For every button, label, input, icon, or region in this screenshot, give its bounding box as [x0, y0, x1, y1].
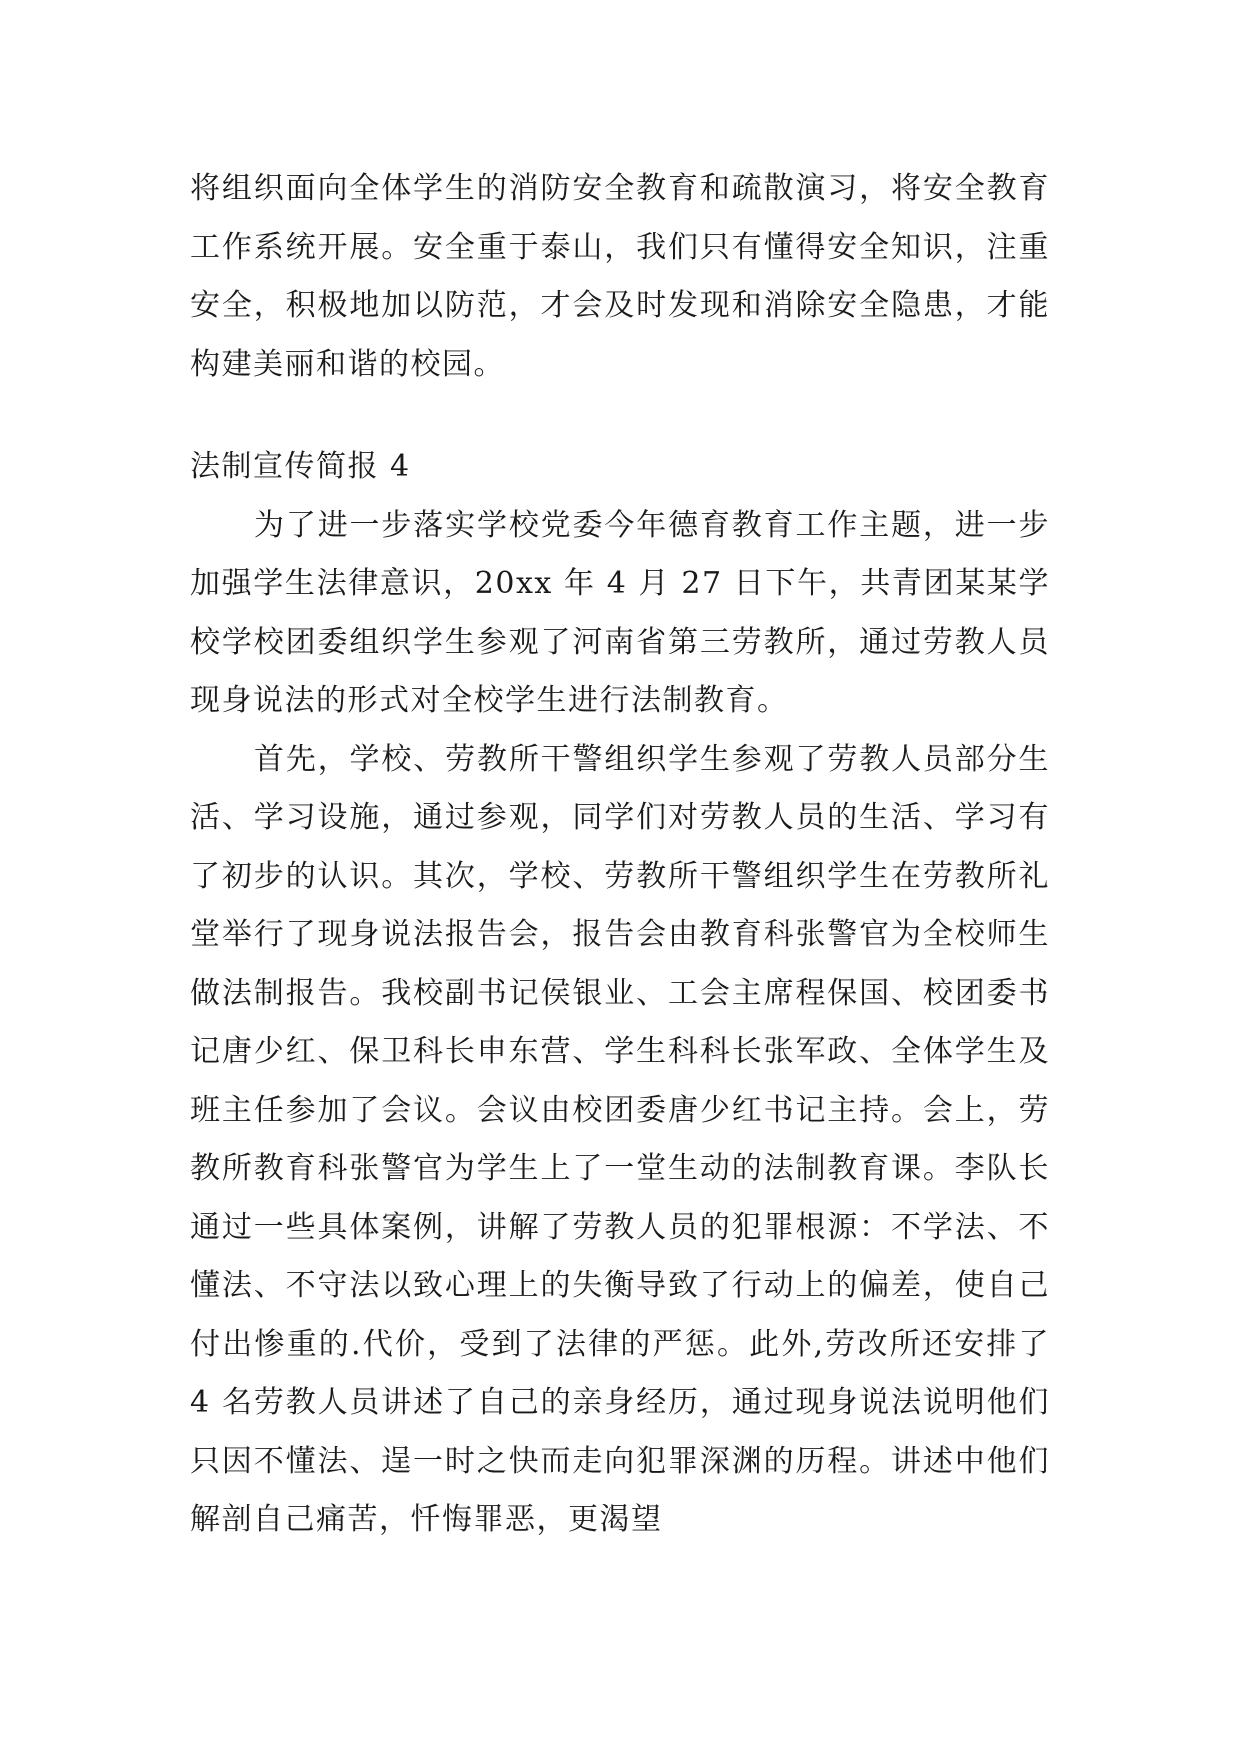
- body-paragraph-1: 为了进一步落实学校党委今年德育教育工作主题，进一步加强学生法律意识，20xx 年 4 月 27 日下午，共青团某某学校学校团委组织学生参观了河南省第三劳教所，通过劳教人员现身说法的形式对全校学生进行法制教育。: [190, 507, 1050, 718]
- document-body: [190, 160, 1050, 1550]
- body-paragraph-2: 首先，学校、劳教所干警组织学生参观了劳教人员部分生活、学习设施，通过参观，同学们对劳教人员的生活、学习有了初步的认识。其次，学校、劳教所干警组织学生在劳教所礼堂举行了现身说法报告会，报告会由教育科张警官为全校师生做法制报告。我校副书记侯银业、工会主席程保国、校团委书记唐少红、保卫科长申东营、学生科科长张军政、全体学生及班主任参加了会议。会议由校团委唐少红书记主持。会上，劳教所教育科张警官为学生上了一堂生动的法制教育课。李队长通过一些具体案例，讲解了劳教人员的犯罪根源：不学法、不懂法、不守法以致心理上的失衡导致了行动上的偏差，使自己付出惨重的.代价，受到了法律的严惩。此外,劳改所还安排了 4 名劳教人员讲述了自己的亲身经历，通过现身说法说明他们只因不懂法、逞一时之快而走向犯罪深渊的历程。讲述中他们解剖自己痛苦，忏悔罪恶，更渴望: [190, 741, 1050, 1537]
- section-heading: 法制宣传简报 4: [190, 449, 411, 484]
- intro-paragraph: 将组织面向全体学生的消防安全教育和疏散演习，将安全教育工作系统开展。安全重于泰山，我们只有懂得安全知识，注重安全，积极地加以防范，才会及时发现和消除安全隐患，才能构建美丽和谐的校园。: [190, 171, 1050, 382]
